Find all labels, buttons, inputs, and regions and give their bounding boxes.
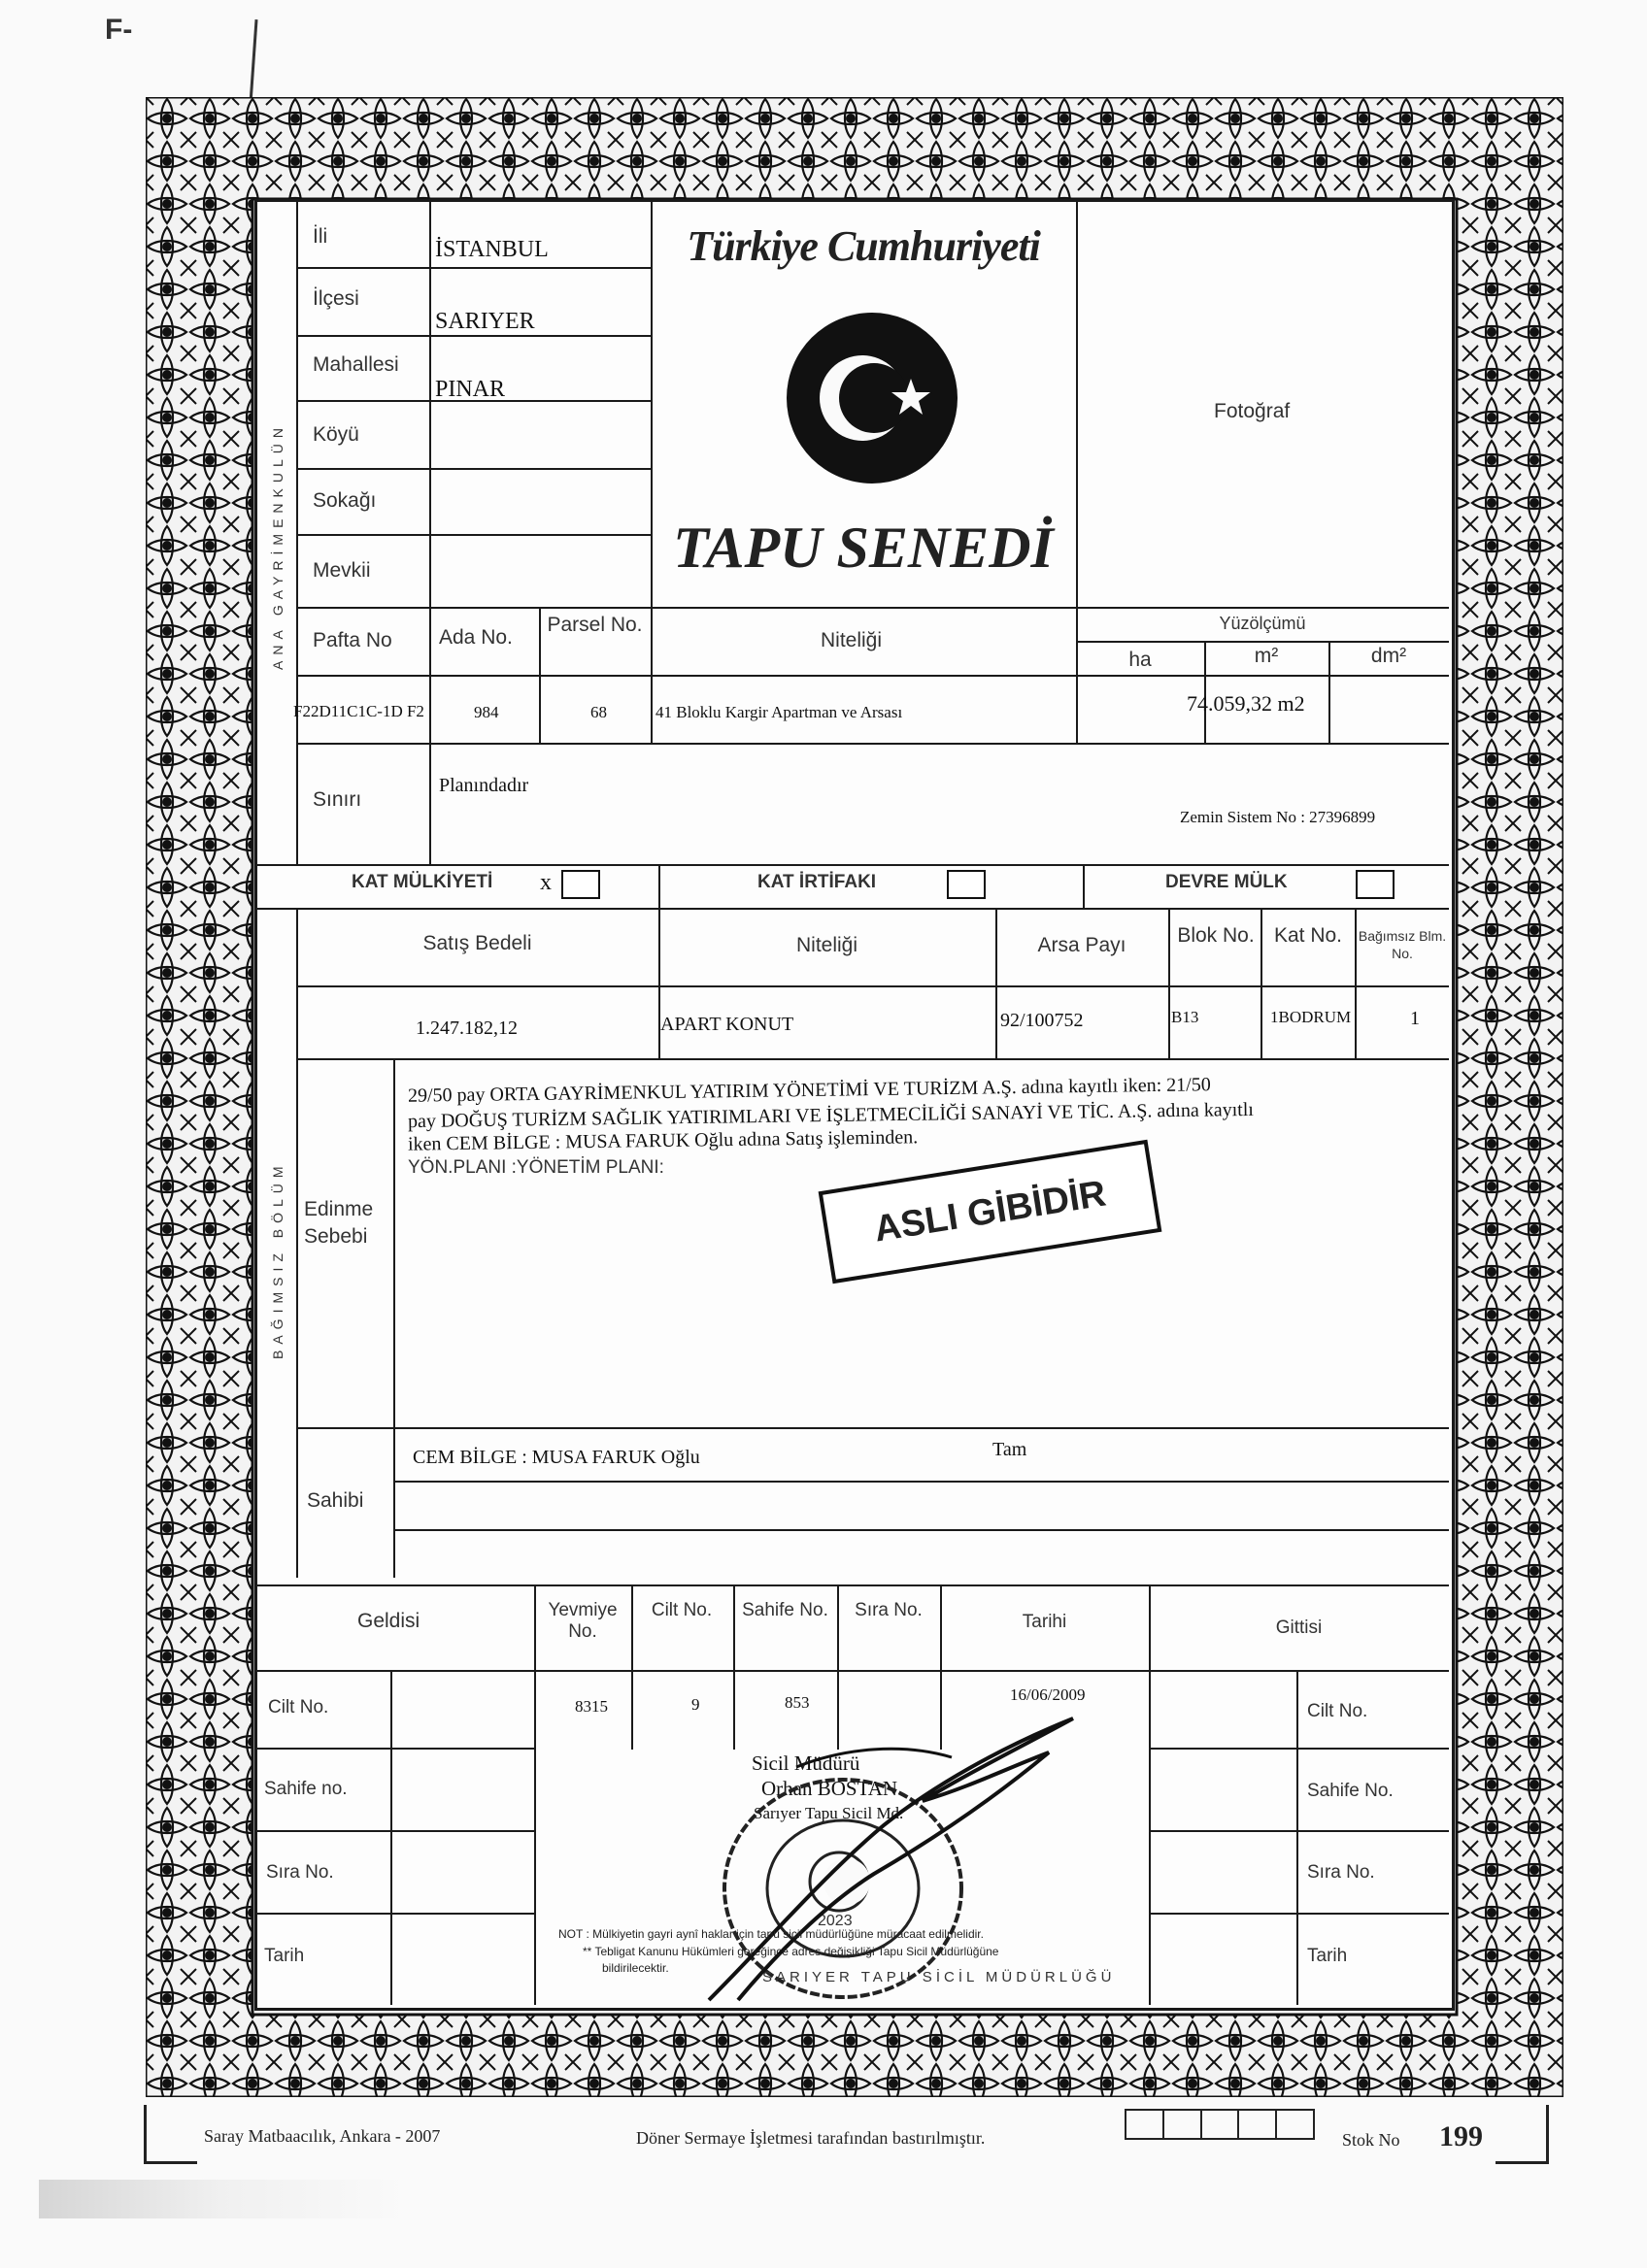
main-property-side-label: ANA GAYRİMENKULÜN (270, 422, 286, 670)
printer-credit: Saray Matbaacılık, Ankara - 2007 (204, 2126, 441, 2146)
acquisition-line-2: pay DOĞUŞ TURİZM SAĞLIK YATIRIMLARI VE İŞLETMECİLİĞİ SANAYİ VE TİC. A.Ş. adına kayıtlı (407, 1098, 1255, 1133)
seal-ring-text: SARIYER TAPU SİCİL MÜDÜRLÜĞÜ (762, 1969, 1116, 1985)
right-volume-label: Cilt No. (1307, 1701, 1368, 1721)
timeshare-checkbox[interactable] (1356, 870, 1395, 899)
note-line-2: ** Tebligat Kanunu Hükümleri gereğince adres değişikliği Tapu Sicil Müdürlüğüne (583, 1945, 999, 1958)
order-no-label: Sıra No. (855, 1600, 923, 1620)
ground-system-no: Zemin Sistem No : 27396899 (1180, 808, 1376, 826)
volume-no-label: Cilt No. (651, 1600, 713, 1620)
volume-no-value: 9 (691, 1695, 700, 1714)
province-label: İli (313, 225, 328, 248)
acquisition-label: Edinme Sebebi (304, 1198, 374, 1248)
floor-no-value: 1BODRUM (1270, 1008, 1352, 1026)
unit-block-label: Blok No. (1177, 924, 1255, 947)
district-label: İlçesi (313, 287, 359, 310)
outgoing-label: Gittisi (1275, 1618, 1323, 1638)
condominium-checkbox[interactable] (561, 870, 600, 899)
acquisition-line-4: YÖN.PLANI :YÖNETİM PLANI: (408, 1157, 664, 1178)
left-volume-label: Cilt No. (268, 1697, 329, 1718)
area-value: 74.059,32 m2 (1187, 691, 1305, 716)
owner-share: Tam (992, 1439, 1027, 1460)
scan-smudge (39, 2180, 408, 2218)
sheet-no-value: F22D11C1C-1D F2 (293, 702, 424, 720)
right-date-label: Tarih (1307, 1946, 1348, 1966)
land-share-value: 92/100752 (1000, 1010, 1084, 1031)
stock-no-value: 199 (1439, 2120, 1483, 2152)
nature-label: Niteliği (821, 629, 883, 651)
province-value: İSTANBUL (435, 237, 549, 262)
note-line-3: bildirilecektir. (602, 1961, 669, 1975)
page-no-value: 853 (785, 1693, 810, 1712)
seal-center-text: 2023 (818, 1913, 853, 1929)
condominium-check-mark: x (540, 870, 552, 895)
neighborhood-value: PINAR (435, 377, 506, 402)
boundary-label: Sınırı (313, 788, 362, 811)
footer-right-bracket (1496, 2105, 1549, 2164)
neighborhood-label: Mahallesi (313, 353, 399, 376)
land-share-label: Arsa Payı (1037, 934, 1126, 956)
country-title: Türkiye Cumhuriyeti (687, 222, 1040, 270)
block-no-label: Ada No. (439, 626, 513, 649)
independent-unit-no-value: 1 (1410, 1008, 1420, 1029)
street-label: Sokağı (313, 489, 377, 512)
parcel-no-value: 68 (590, 703, 607, 721)
locality-label: Mevkii (313, 559, 371, 582)
floor-easement-label: KAT İRTİFAKI (757, 872, 877, 892)
right-order-label: Sıra No. (1307, 1862, 1375, 1883)
incoming-label: Geldisi (357, 1610, 420, 1632)
nature-value: 41 Bloklu Kargir Apartman ve Arsası (655, 703, 903, 721)
registrar-name: Orhan BOSTAN (761, 1777, 898, 1800)
square-meter-label: m² (1254, 645, 1279, 667)
crescent-star-emblem-icon (785, 311, 959, 485)
condominium-label: KAT MÜLKİYETİ (352, 872, 493, 892)
left-order-label: Sıra No. (266, 1862, 334, 1883)
owner-label: Sahibi (307, 1489, 364, 1512)
unit-block-value: B13 (1171, 1008, 1199, 1026)
block-no-value: 984 (474, 703, 499, 721)
district-value: SARIYER (435, 309, 535, 334)
unit-nature-value: APART KONUT (660, 1014, 794, 1035)
independent-section-side-label: BAĞIMSIZ BÖLÜM (270, 1160, 286, 1359)
photo-label: Fotoğraf (1214, 400, 1291, 422)
registrar-title: Sicil Müdürü (752, 1751, 860, 1775)
left-page-label: Sahife no. (264, 1779, 348, 1799)
sale-price-value: 1.247.182,12 (416, 1017, 518, 1039)
sheet-no-label: Pafta No (313, 629, 392, 651)
document-title: TAPU SENEDİ (673, 516, 1054, 580)
footer-left-bracket (144, 2105, 197, 2164)
independent-unit-no-label: Bağımsız Blm. No. (1358, 928, 1447, 961)
certified-copy-stamp: ASLI GİBİDİR (819, 1140, 1162, 1284)
signature-stroke (680, 1709, 1088, 2019)
unit-nature-label: Niteliği (795, 934, 858, 956)
floor-easement-checkbox[interactable] (947, 870, 986, 899)
timeshare-label: DEVRE MÜLK (1165, 872, 1288, 892)
journal-no-value: 8315 (575, 1697, 608, 1716)
left-date-label: Tarih (264, 1946, 305, 1966)
boundary-value: Planındadır (439, 775, 529, 796)
registry-office: Sarıyer Tapu Sicil Md. (754, 1804, 904, 1822)
floor-no-label: Kat No. (1273, 924, 1343, 947)
hectare-label: ha (1128, 649, 1152, 671)
right-page-label: Sahife No. (1307, 1781, 1394, 1801)
owner-name: CEM BİLGE : MUSA FARUK Oğlu (413, 1447, 700, 1468)
corner-mark: F- (105, 14, 133, 46)
village-label: Köyü (313, 423, 359, 446)
journal-no-label: Yevmiye No. (548, 1600, 618, 1642)
stock-no-label: Stok No (1342, 2130, 1400, 2150)
serial-boxes (1125, 2109, 1315, 2140)
date-label: Tarihi (1022, 1612, 1067, 1632)
square-decimeter-label: dm² (1370, 645, 1407, 667)
parcel-no-label: Parsel No. (547, 614, 643, 636)
note-line-1: NOT : Mülkiyetin gayri aynî haklar için tapu sicil müdürlüğüne müracaat edilmelidir. (558, 1927, 984, 1941)
date-value: 16/06/2009 (1010, 1685, 1086, 1704)
acquisition-line-1: 29/50 pay ORTA GAYRİMENKUL YATIRIM YÖNETİMİ VE TURİZM A.Ş. adına kayıtlı iken: 21/50 (407, 1074, 1211, 1107)
area-label: Yüzölçümü (1219, 614, 1306, 633)
sale-price-label: Satış Bedeli (422, 932, 532, 954)
printed-by-note: Döner Sermaye İşletmesi tarafından bastırılmıştır. (636, 2128, 986, 2148)
acquisition-line-3: iken CEM BİLGE : MUSA FARUK Oğlu adına Satış işleminden. (407, 1126, 919, 1155)
page-no-label: Sahife No. (742, 1600, 828, 1620)
